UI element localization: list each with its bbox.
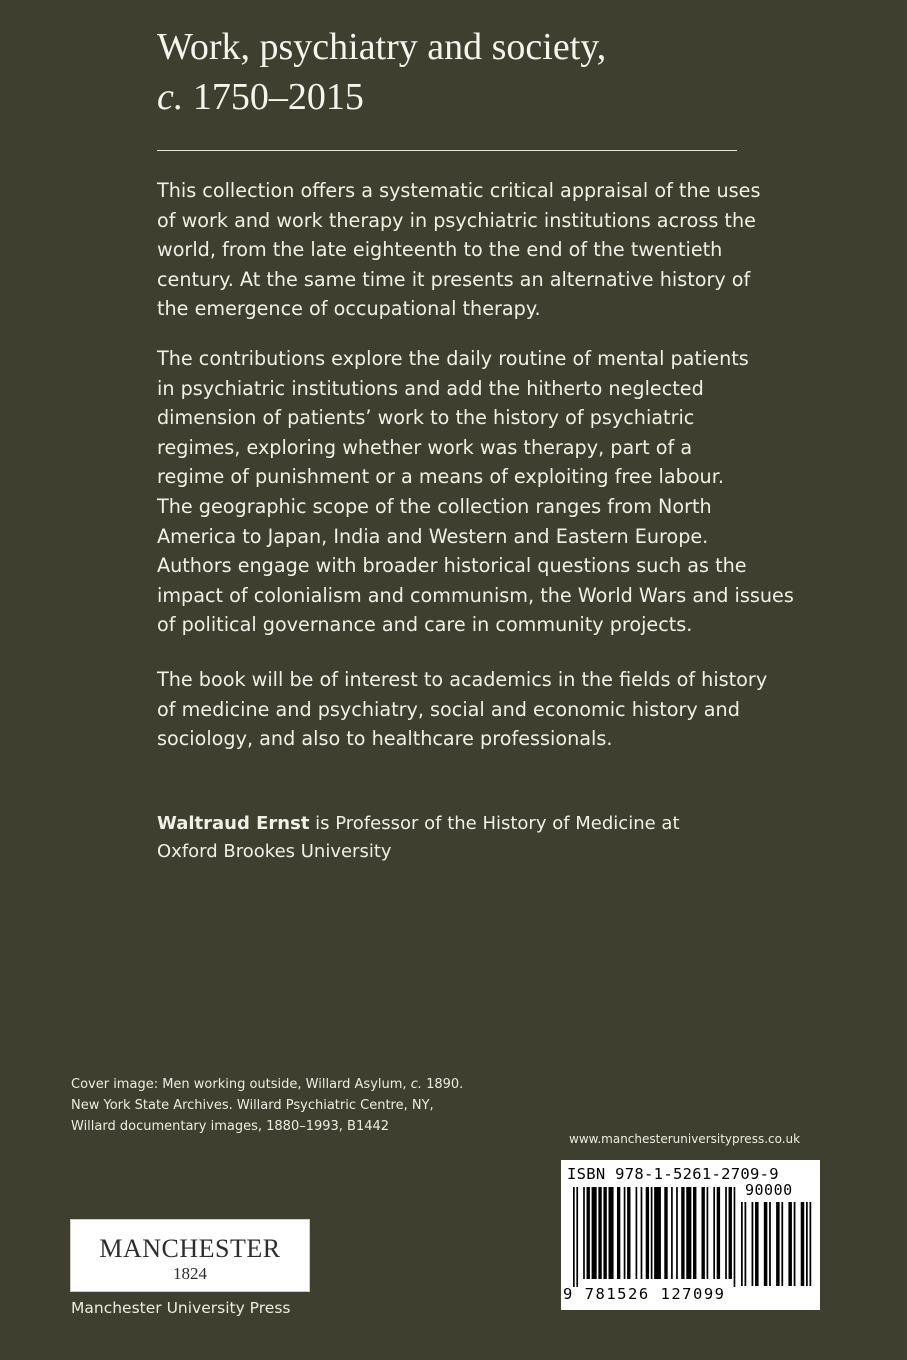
text-line: regimes, exploring whether work was therapy, part of a	[157, 435, 693, 459]
text-line: in psychiatric institutions and add the hitherto neglected	[157, 376, 704, 400]
barcode-bar	[671, 1187, 673, 1279]
barcode-bar	[741, 1202, 743, 1286]
barcode-bar	[641, 1187, 643, 1279]
barcode-bar	[624, 1187, 626, 1279]
barcode-bar	[707, 1187, 709, 1279]
publisher-name: Manchester University Press	[71, 1299, 291, 1317]
text-line: The geographic scope of the collection ranges from North	[157, 494, 712, 518]
bio-line-2: Oxford Brookes University	[157, 841, 392, 862]
barcode-bar	[693, 1187, 696, 1279]
author-bio	[157, 810, 777, 866]
cover-image-credit	[71, 1074, 531, 1137]
logo-year: 1824	[173, 1264, 207, 1283]
text-line: Authors engage with broader historical questions such as the	[157, 554, 747, 578]
barcode-bar	[794, 1202, 796, 1286]
barcode-bar	[592, 1187, 597, 1279]
text-line: America to Japan, India and Western and Eastern Europe.	[157, 524, 709, 548]
barcode-bar	[729, 1187, 732, 1279]
text-line: This collection offers a systematic critical appraisal of the uses	[157, 179, 761, 202]
barcode-bar	[764, 1202, 768, 1286]
circa-abbrev: c.	[157, 76, 184, 118]
bio-line-1	[157, 810, 777, 838]
barcode-bar	[676, 1187, 678, 1279]
barcode-bar	[701, 1187, 704, 1279]
barcode-bar	[617, 1187, 620, 1279]
text-line: the emergence of occupational therapy.	[157, 297, 541, 321]
credit-text: Cover image: Men working outside, Willard Asylum,	[71, 1077, 411, 1092]
barcode-bar	[654, 1187, 661, 1279]
publisher-logo	[70, 1219, 310, 1292]
description-paragraph-2	[157, 344, 794, 640]
title-divider	[157, 150, 737, 151]
publisher-website[interactable]: www.manchesteruniversitypress.co.uk	[569, 1132, 801, 1146]
credit-line-3: Willard documentary images, 1880–1993, B1442	[71, 1119, 390, 1134]
credit-text: 1890.	[421, 1077, 464, 1092]
text-line: century. At the same time it presents an alternative history of	[157, 267, 751, 291]
text-line: sociology, and also to healthcare professionals.	[157, 727, 613, 751]
barcode-bar	[717, 1187, 720, 1279]
credit-line-1	[71, 1074, 531, 1095]
ean-bars	[573, 1187, 737, 1287]
barcode-bar	[609, 1187, 614, 1279]
supplemental-bars	[741, 1202, 813, 1286]
title-line-1: Work, psychiatry and society,	[157, 26, 607, 68]
bio-text: is Professor of the History of Medicine at	[309, 813, 680, 834]
circa-abbrev: c.	[410, 1077, 422, 1092]
barcode-bar	[755, 1202, 759, 1286]
credit-line-2: New York State Archives. Willard Psychiatric Centre, NY,	[71, 1098, 434, 1113]
text-line: regime of punishment or a means of exploiting free labour.	[157, 465, 724, 489]
ean-digits: 9 781526 127099	[563, 1285, 726, 1303]
text-line: of work and work therapy in psychiatric institutions across the	[157, 208, 756, 232]
text-line: world, from the late eighteenth to the end of the twentieth	[157, 238, 723, 262]
title-date-range: 1750–2015	[183, 76, 364, 118]
barcode-bar	[734, 1187, 736, 1287]
barcode-bar	[646, 1187, 649, 1279]
barcode-bar	[788, 1202, 792, 1286]
text-line: The contributions explore the daily routine of mental patients	[157, 347, 749, 370]
barcode-bar	[776, 1202, 780, 1286]
barcode-bar	[781, 1202, 783, 1286]
isbn-label: ISBN 978-1-5261-2709-9	[567, 1165, 779, 1183]
barcode-bar	[806, 1202, 808, 1286]
text-line: impact of colonialism and communism, the World Wars and issues	[157, 583, 794, 607]
barcode-bar	[686, 1187, 691, 1279]
barcode-bar	[801, 1202, 805, 1286]
barcode-bar	[651, 1187, 653, 1279]
barcode-bar	[583, 1187, 585, 1279]
text-line: The book will be of interest to academics in the fields of history	[157, 668, 768, 691]
barcode-bar	[809, 1202, 811, 1286]
barcode-bar	[725, 1187, 727, 1279]
barcode-bar	[681, 1187, 684, 1279]
barcode-bar	[587, 1187, 590, 1279]
logo-name: MANCHESTER	[99, 1234, 281, 1263]
description-paragraph-3	[157, 665, 777, 754]
barcode-bar	[598, 1187, 601, 1279]
barcode-bar	[573, 1187, 575, 1287]
text-line: of medicine and psychiatry, social and economic history and	[157, 697, 740, 721]
description-paragraph-1	[157, 176, 777, 324]
text-line: dimension of patients’ work to the history of psychiatric	[157, 406, 695, 430]
barcode-bar	[636, 1187, 638, 1279]
barcode-bar	[576, 1187, 578, 1287]
barcode-bar	[603, 1187, 606, 1279]
book-title	[157, 22, 857, 122]
barcode-bar	[745, 1202, 747, 1286]
barcode-bar	[713, 1187, 715, 1279]
supplemental-code: 90000	[745, 1181, 793, 1199]
barcode-bar	[664, 1187, 667, 1279]
author-name: Waltraud Ernst	[157, 813, 310, 834]
isbn-barcode	[561, 1160, 820, 1310]
barcode-bar	[769, 1202, 771, 1286]
barcode-bar	[627, 1187, 630, 1279]
barcode-bar	[752, 1202, 754, 1286]
title-line-2	[157, 72, 857, 122]
text-line: of political governance and care in community projects.	[157, 613, 693, 637]
